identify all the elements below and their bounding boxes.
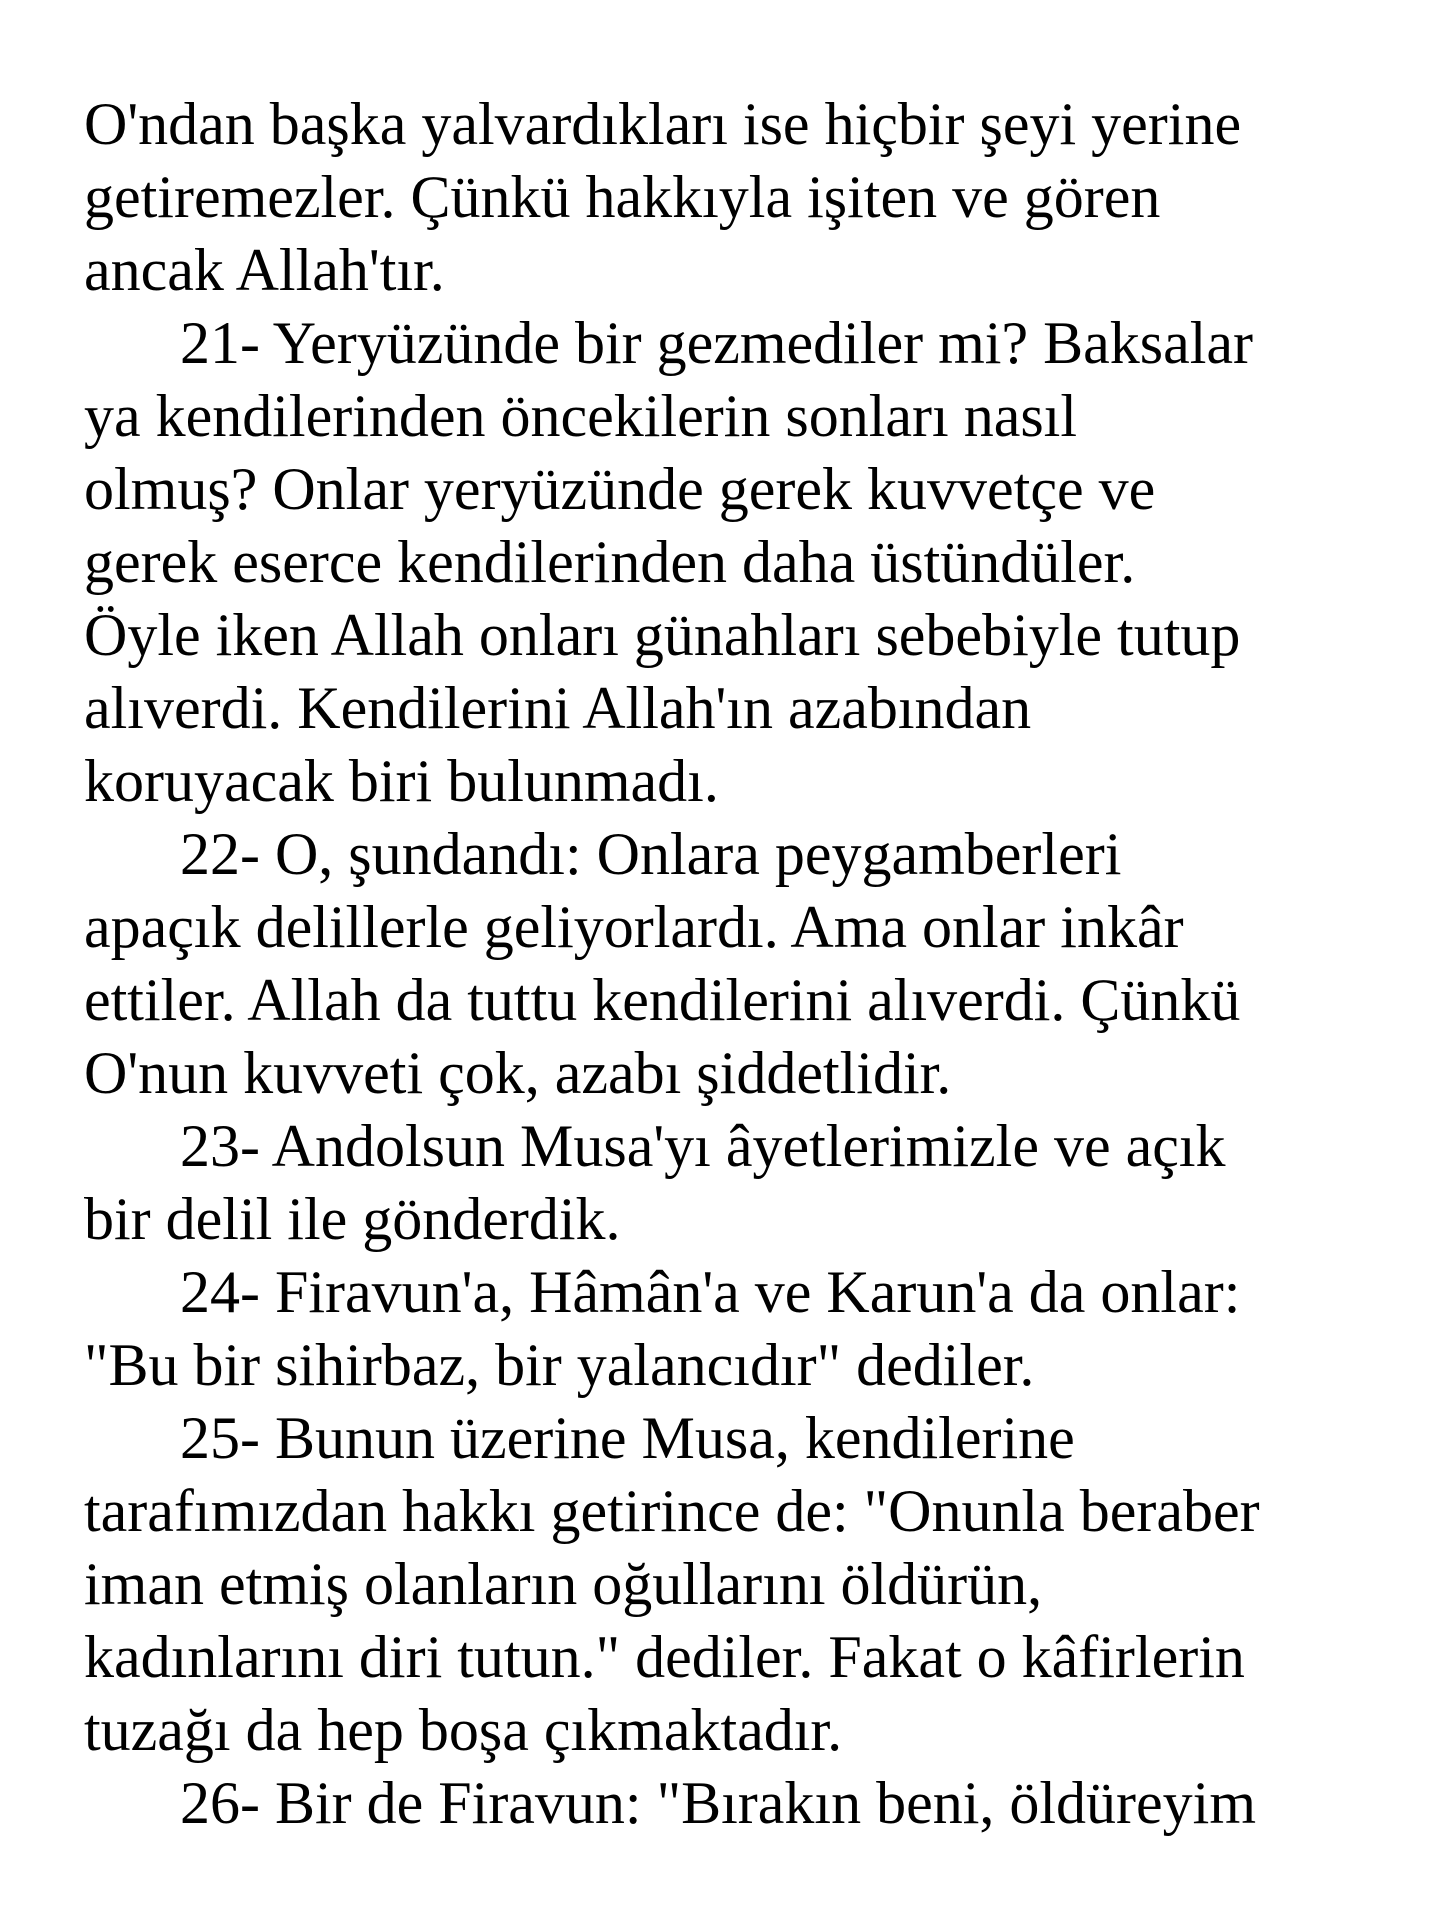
text-line: tarafımızdan hakkı getirince de: "Onunla beraber <box>84 1478 1260 1544</box>
verse-24-start: 24- Firavun'a, Hâmân'a ve Karun'a da onlar: <box>180 1259 1241 1325</box>
text-line: ancak Allah'tır. <box>84 237 445 303</box>
text-line: ettiler. Allah da tuttu kendilerini alıverdi. Çünkü <box>84 967 1241 1033</box>
verse-22-start: 22- O, şundandı: Onlara peygamberleri <box>180 821 1122 887</box>
text-line: O'ndan başka yalvardıkları ise hiçbir şeyi yerine <box>84 91 1242 157</box>
document-page <box>84 88 1414 1840</box>
verse-25-start: 25- Bunun üzerine Musa, kendilerine <box>180 1405 1075 1471</box>
verse-23-start: 23- Andolsun Musa'yı âyetlerimizle ve açık <box>180 1113 1226 1179</box>
text-line: apaçık delillerle geliyorlardı. Ama onlar inkâr <box>84 894 1184 960</box>
text-line: O'nun kuvveti çok, azabı şiddetlidir. <box>84 1040 952 1106</box>
text-line: koruyacak biri bulunmadı. <box>84 748 719 814</box>
verse-21-start: 21- Yeryüzünde bir gezmediler mi? Baksalar <box>180 310 1253 376</box>
text-line: Öyle iken Allah onları günahları sebebiyle tutup <box>84 602 1241 668</box>
text-line: getiremezler. Çünkü hakkıyla işiten ve gören <box>84 164 1161 230</box>
text-line: "Bu bir sihirbaz, bir yalancıdır" dediler. <box>84 1332 1035 1398</box>
text-line: iman etmiş olanların oğullarını öldürün, <box>84 1551 1043 1617</box>
text-line: kadınlarını diri tutun." dediler. Fakat o kâfirlerin <box>84 1624 1245 1690</box>
text-line: gerek eserce kendilerinden daha üstündüler. <box>84 529 1136 595</box>
text-line: bir delil ile gönderdik. <box>84 1186 621 1252</box>
text-line: alıverdi. Kendilerini Allah'ın azabından <box>84 675 1032 741</box>
text-line: ya kendilerinden öncekilerin sonları nasıl <box>84 383 1078 449</box>
verse-26-start: 26- Bir de Firavun: "Bırakın beni, öldüreyim <box>180 1770 1256 1836</box>
text-line: tuzağı da hep boşa çıkmaktadır. <box>84 1697 843 1763</box>
text-line: olmuş? Onlar yeryüzünde gerek kuvvetçe ve <box>84 456 1156 522</box>
